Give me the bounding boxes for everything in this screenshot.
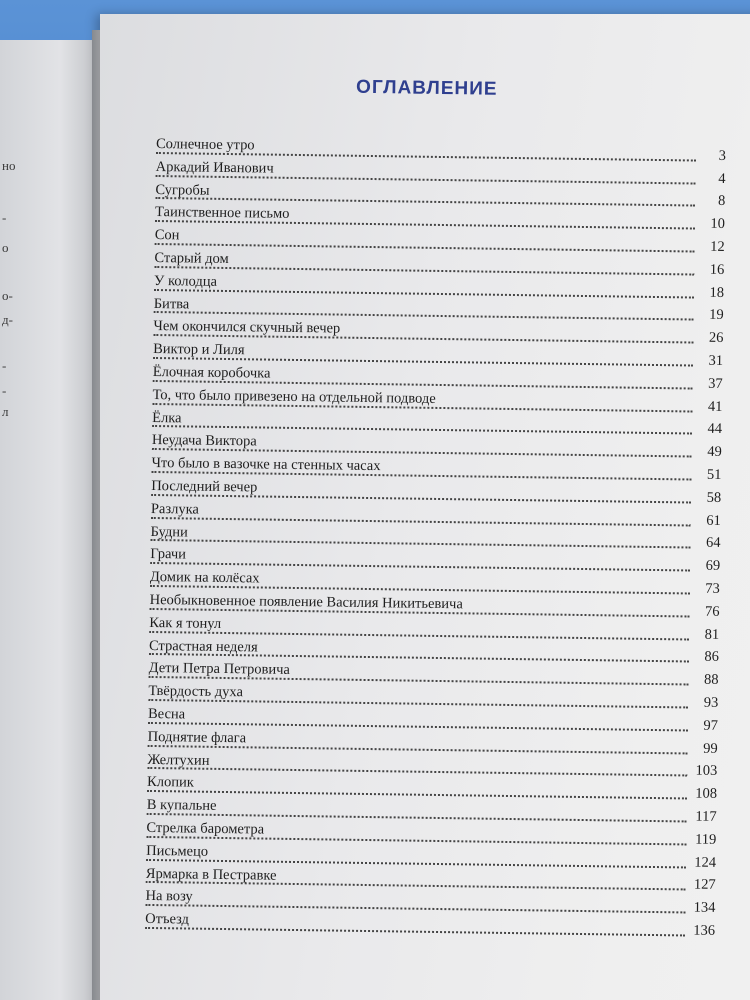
toc-entry-page: 19 [709,307,724,324]
toc-entry-title: Сугробы [155,181,210,199]
toc-entry-title: Будни [150,523,188,541]
toc-entry-page: 44 [707,421,723,438]
toc-entry-title: Ярмарка в Пестравке [145,865,277,884]
toc-entry-title: Желтухин [147,751,210,769]
toc-entry-title: Как я тонул [149,614,222,632]
toc-entry-title: Ёлка [152,409,182,426]
left-page-fragment: о- [2,288,13,303]
toc-entry-page: 134 [693,899,716,916]
toc-entry-title: Домик на колёсах [149,569,260,587]
toc-entry-title: Чем окончился скучный вечер [153,318,341,337]
toc-entry-page: 41 [707,398,723,415]
left-page-fragment: но [2,158,16,173]
toc-entry-page: 73 [705,580,720,597]
toc-entry-page: 103 [695,762,718,780]
toc-entry-title: Неудача Виктора [151,432,257,450]
left-page-fragment: о [2,240,9,255]
toc-entry-page: 64 [705,535,721,552]
toc-entry-title: Необыкновенное появление Василия Никитьевича [149,591,463,613]
toc-entry-title: Что было в вазочке на стенных часах [151,455,381,475]
toc-entry-title: Письмецо [146,842,209,860]
toc-entry-page: 127 [693,876,716,894]
left-page-fragment: - [2,383,7,398]
toc-entry-title: Таинственное письмо [154,204,290,223]
toc-entry-title: Поднятие флага [147,728,247,747]
toc-entry-page: 88 [703,671,719,689]
dot-leader [145,927,685,937]
toc-entry-page: 4 [718,170,726,187]
toc-list [145,136,726,942]
toc-entry-page: 10 [710,215,726,233]
toc-entry-page: 16 [709,261,725,278]
toc-entry-title: То, что было привезено на отдельной подводе [152,386,436,407]
right-page [100,14,750,1000]
toc-entry-title: Разлука [150,500,200,518]
toc-title: ОГЛАВЛЕНИЕ [355,76,498,100]
toc-entry-title: Грачи [150,546,187,563]
toc-entry-page: 31 [708,352,724,369]
toc-entry-title: На возу [145,888,193,905]
toc-entry-title: У колодца [154,272,218,290]
toc-entry-page: 12 [710,238,725,255]
toc-entry-page: 51 [706,466,722,483]
toc-entry-title: Битва [153,295,190,313]
toc-entry-title: Клопик [146,774,194,791]
toc-entry-title: Страстная неделя [148,637,258,655]
toc-entry-title: Весна [147,705,186,723]
toc-entry-title: Твёрдость духа [148,683,244,701]
toc-entry-title: Стрелка барометра [146,819,265,838]
toc-entry-page: 3 [718,147,727,164]
toc-entry-page: 61 [706,512,721,529]
toc-entry-page: 86 [704,649,720,666]
left-page-fragment: - [2,210,7,225]
left-page [0,40,100,1000]
toc-entry-title: Отъезд [145,911,190,928]
toc-entry-title: Солнечное утро [155,135,255,154]
toc-entry-page: 76 [704,603,720,620]
toc-entry-title: Ёлочная коробочка [152,363,271,382]
left-page-fragment: д- [2,312,13,327]
left-page-fragment: л [2,404,9,419]
toc-entry-page: 81 [704,626,720,643]
toc-entry-page: 108 [695,785,718,802]
toc-entry-title: В купальне [146,797,217,815]
toc-entry-page: 97 [703,717,719,734]
toc-entry-page: 18 [709,284,725,301]
toc-entry-page: 37 [708,375,723,392]
toc-entry-page: 119 [695,831,717,848]
toc-entry-title: Старый дом [154,249,229,268]
toc-entry-page: 124 [694,854,717,871]
toc-entry-title: Последний вечер [151,477,258,496]
toc-entry-page: 93 [703,694,719,711]
table-of-contents [145,74,727,942]
toc-entry-title: Аркадий Иванович [155,158,274,177]
toc-entry-page: 49 [707,443,722,461]
toc-entry-page: 8 [717,193,726,210]
toc-entry-title: Виктор и Лиля [153,341,245,359]
toc-entry-title: Дети Петра Петровича [148,660,291,679]
toc-entry-page: 99 [703,740,718,757]
toc-entry-page: 136 [693,922,716,939]
left-page-fragment: - [2,358,7,373]
toc-entry-title: Сон [154,227,180,244]
toc-entry-page: 117 [695,808,717,825]
toc-entry-page: 69 [705,557,721,575]
toc-entry-page: 26 [708,329,724,347]
toc-entry-page: 58 [706,489,722,506]
